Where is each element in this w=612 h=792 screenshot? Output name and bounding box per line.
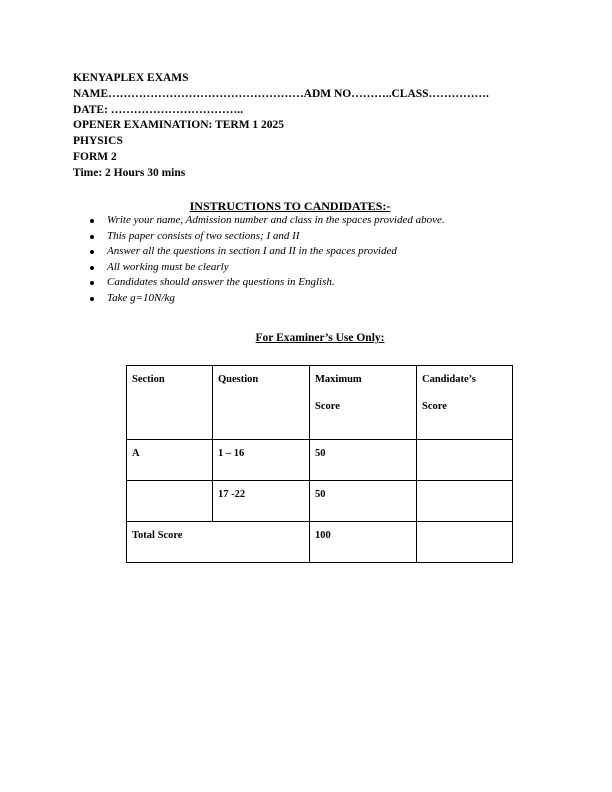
total-max: 100 <box>310 522 417 563</box>
cell-section <box>127 481 213 522</box>
cell-question: 17 -22 <box>213 481 310 522</box>
school-name: KENYAPLEX EXAMS <box>73 72 189 84</box>
header-cand-line1: Candidate’s <box>422 374 476 385</box>
instruction-item: Answer all the questions in section I and II in the spaces provided <box>89 244 445 260</box>
instructions-title <box>0 199 612 214</box>
cell-max: 50 <box>310 440 417 481</box>
cell-candidate[interactable] <box>417 440 513 481</box>
header-question: Question <box>213 366 310 440</box>
total-label: Total Score <box>127 522 310 563</box>
total-candidate[interactable] <box>417 522 513 563</box>
total-row <box>127 522 513 563</box>
header-max-score <box>310 366 417 440</box>
exam-name: OPENER EXAMINATION: TERM 1 2025 <box>73 119 285 132</box>
cell-candidate[interactable] <box>417 481 513 522</box>
cell-max: 50 <box>310 481 417 522</box>
time: Time: 2 Hours 30 mins <box>73 166 186 179</box>
form: FORM 2 <box>73 150 117 163</box>
date-line: DATE: …………………………….. <box>73 103 244 116</box>
name-adm-class-line: NAME……………………………………………ADM NO………..CLASS……………. <box>73 87 489 100</box>
subject: PHYSICS <box>73 135 123 148</box>
instruction-item: Write your name, Admission number and class in the spaces provided above. <box>89 213 445 229</box>
instruction-item: All working must be clearly <box>89 260 445 276</box>
instructions-list <box>89 213 445 307</box>
table-row <box>127 481 513 522</box>
header-max-line2: Score <box>315 401 340 412</box>
header-cand-line2: Score <box>422 401 447 412</box>
cell-question: 1 – 16 <box>213 440 310 481</box>
table-row <box>127 440 513 481</box>
cell-section: A <box>127 440 213 481</box>
examiner-title <box>0 332 612 344</box>
examiner-title-text: For Examiner’s Use Only: <box>255 332 385 344</box>
instruction-item: Candidates should answer the questions in English. <box>89 275 445 291</box>
header-max-line1: Maximum <box>315 374 362 385</box>
header-section: Section <box>127 366 213 440</box>
table-header-row <box>127 366 513 440</box>
score-table <box>126 365 513 563</box>
instruction-item: This paper consists of two sections; I and II <box>89 229 445 245</box>
header-candidate-score <box>417 366 513 440</box>
instruction-item: Take g=10N/kg <box>89 291 445 307</box>
exam-header <box>73 71 489 182</box>
instructions-title-text: INSTRUCTIONS TO CANDIDATES:- <box>189 199 391 213</box>
